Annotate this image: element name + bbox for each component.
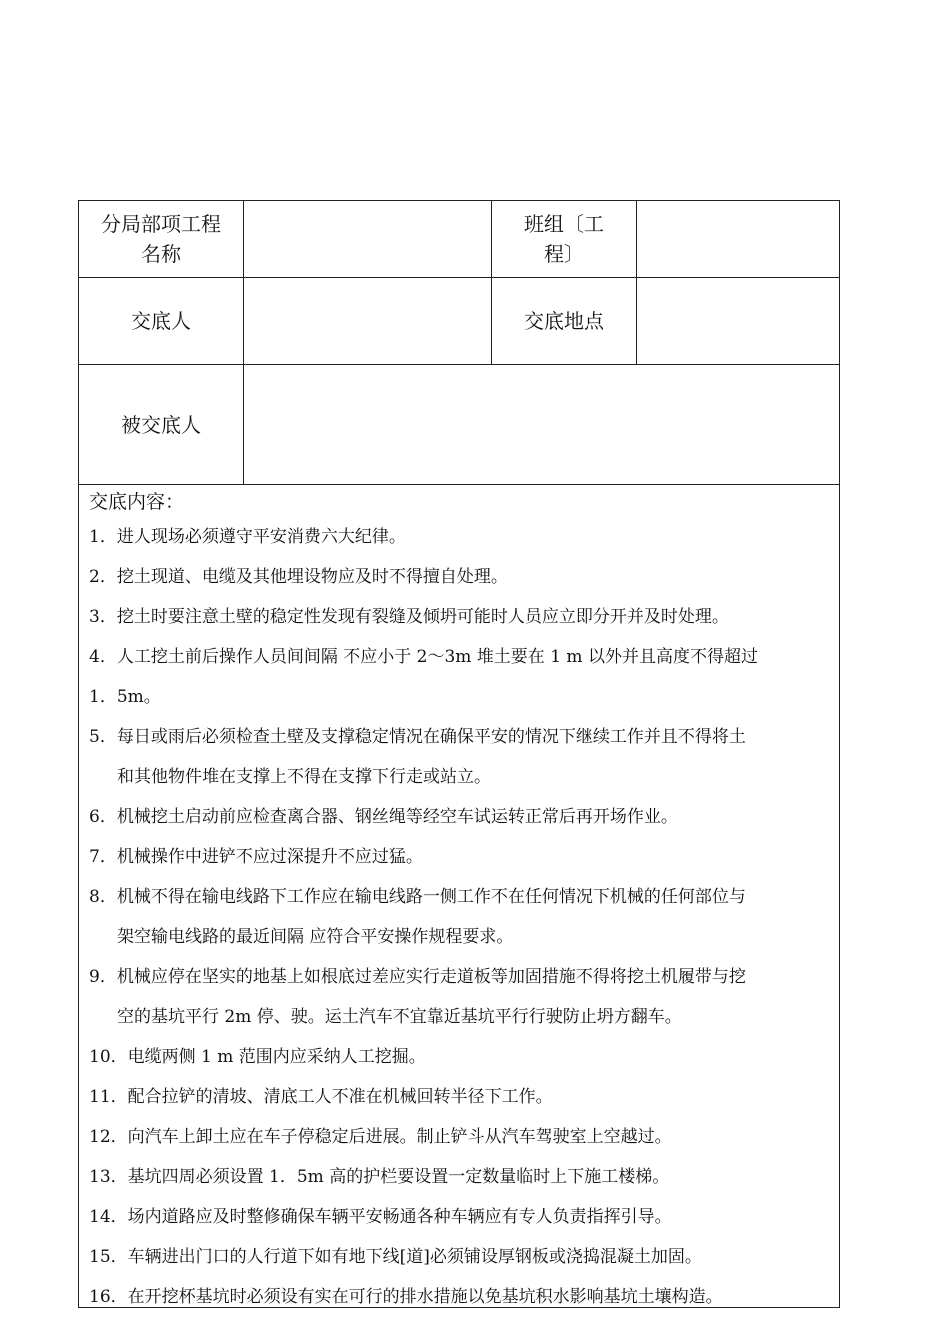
content-line (89, 797, 827, 837)
line-text: 1．5m。 (89, 687, 161, 707)
line-text: 挖土时要注意土壁的稳定性发现有裂缝及倾坍可能时人员应立即分开并及时处理。 (116, 607, 729, 627)
content-title: 交底内容： (89, 491, 185, 513)
project-name-label: 分局部项工程 名称 (101, 212, 221, 266)
line-number: 16． (89, 1287, 128, 1307)
content-line (89, 757, 827, 797)
line-number: 6． (89, 807, 117, 827)
line-text: 架空输电线路的最近间隔 应符合平安操作规程要求。 (117, 927, 514, 947)
team-label: 班组〔工 程〕 (491, 201, 636, 277)
line-number: 2． (89, 567, 117, 587)
line-number: 9． (89, 967, 117, 987)
location-label: 交底地点 (491, 278, 636, 364)
line-text: 人工挖土前后操作人员间间隔 不应小于 2～3m 堆土要在 1 m 以外并且高度不得超过 (116, 647, 758, 667)
line-text: 机械不得在输电线路下工作应在输电线路一侧工作不在任何情况下机械的任何部位与 (116, 887, 746, 907)
disclosure-content (79, 485, 839, 1317)
content-lines (89, 517, 827, 1317)
content-line (89, 1157, 827, 1197)
form-row-receiver (79, 365, 839, 485)
content-line (89, 877, 827, 917)
line-text: 机械操作中进铲不应过深提升不应过猛。 (116, 847, 423, 867)
line-text: 车辆进出门口的人行道下如有地下线[道]必须铺设厚钢板或浇捣混凝土加固。 (127, 1247, 702, 1267)
line-number: 4． (89, 647, 117, 667)
location-value[interactable] (636, 278, 839, 364)
disclosure-form (78, 200, 840, 1308)
line-number: 12． (89, 1127, 128, 1147)
line-number: 8． (89, 887, 117, 907)
form-row-project (79, 201, 839, 278)
content-line (89, 917, 827, 957)
line-text: 机械挖土启动前应检查离合器、钢丝绳等经空车试运转正常后再开场作业。 (116, 807, 678, 827)
line-text: 向汽车上卸土应在车子停稳定后进展。制止铲斗从汽车驾驶室上空越过。 (127, 1127, 672, 1147)
team-value[interactable] (636, 201, 839, 277)
line-text: 机械应停在坚实的地基上如根底过差应实行走道板等加固措施不得将挖土机履带与挖 (116, 967, 746, 987)
line-number: 7． (89, 847, 117, 867)
form-row-presenter (79, 278, 839, 365)
content-line (89, 557, 827, 597)
line-number: 11． (89, 1087, 128, 1107)
line-number: 5． (89, 727, 117, 747)
receiver-value[interactable] (243, 365, 839, 484)
line-text: 和其他物件堆在支撑上不得在支撑下行走或站立。 (117, 767, 491, 787)
content-line (89, 717, 827, 757)
content-line (89, 1197, 827, 1237)
content-line (89, 997, 827, 1037)
content-line (89, 597, 827, 637)
content-line (89, 1077, 827, 1117)
content-line (89, 957, 827, 997)
content-line (89, 1277, 827, 1317)
content-line (89, 837, 827, 877)
line-number: 1． (89, 527, 117, 547)
presenter-label: 交底人 (131, 309, 191, 333)
content-line (89, 1037, 827, 1077)
content-line (89, 1237, 827, 1277)
line-number: 3． (89, 607, 117, 627)
line-number: 10． (89, 1047, 128, 1067)
line-text: 进人现场必须遵守平安消费六大纪律。 (116, 527, 406, 547)
line-text: 每日或雨后必须检查土壁及支撑稳定情况在确保平安的情况下继续工作并且不得将土 (116, 727, 746, 747)
line-number: 14． (89, 1207, 128, 1227)
line-text: 空的基坑平行 2m 停、驶。运土汽车不宜靠近基坑平行行驶防止坍方翻车。 (117, 1007, 682, 1027)
line-number: 13． (89, 1167, 128, 1187)
presenter-value[interactable] (243, 278, 491, 364)
receiver-label: 被交底人 (121, 412, 201, 437)
line-text: 场内道路应及时整修确保车辆平安畅通各种车辆应有专人负责指挥引导。 (127, 1207, 672, 1227)
line-text: 基坑四周必须设置 1．5m 高的护栏要设置一定数量临时上下施工楼梯。 (127, 1167, 670, 1187)
content-line (89, 677, 827, 717)
content-line (89, 517, 827, 557)
line-text: 电缆两侧 1 m 范围内应采纳人工挖掘。 (127, 1047, 426, 1067)
line-text: 挖土现道、电缆及其他埋设物应及时不得擅自处理。 (116, 567, 508, 587)
content-line (89, 1117, 827, 1157)
project-name-value[interactable] (243, 201, 491, 277)
content-line (89, 637, 827, 677)
line-text: 在开挖杯基坑时必须设有实在可行的排水措施以免基坑积水影响基坑土壤构造。 (127, 1287, 723, 1307)
line-number: 15． (89, 1247, 128, 1267)
line-text: 配合拉铲的清坡、清底工人不准在机械回转半径下工作。 (127, 1087, 553, 1107)
